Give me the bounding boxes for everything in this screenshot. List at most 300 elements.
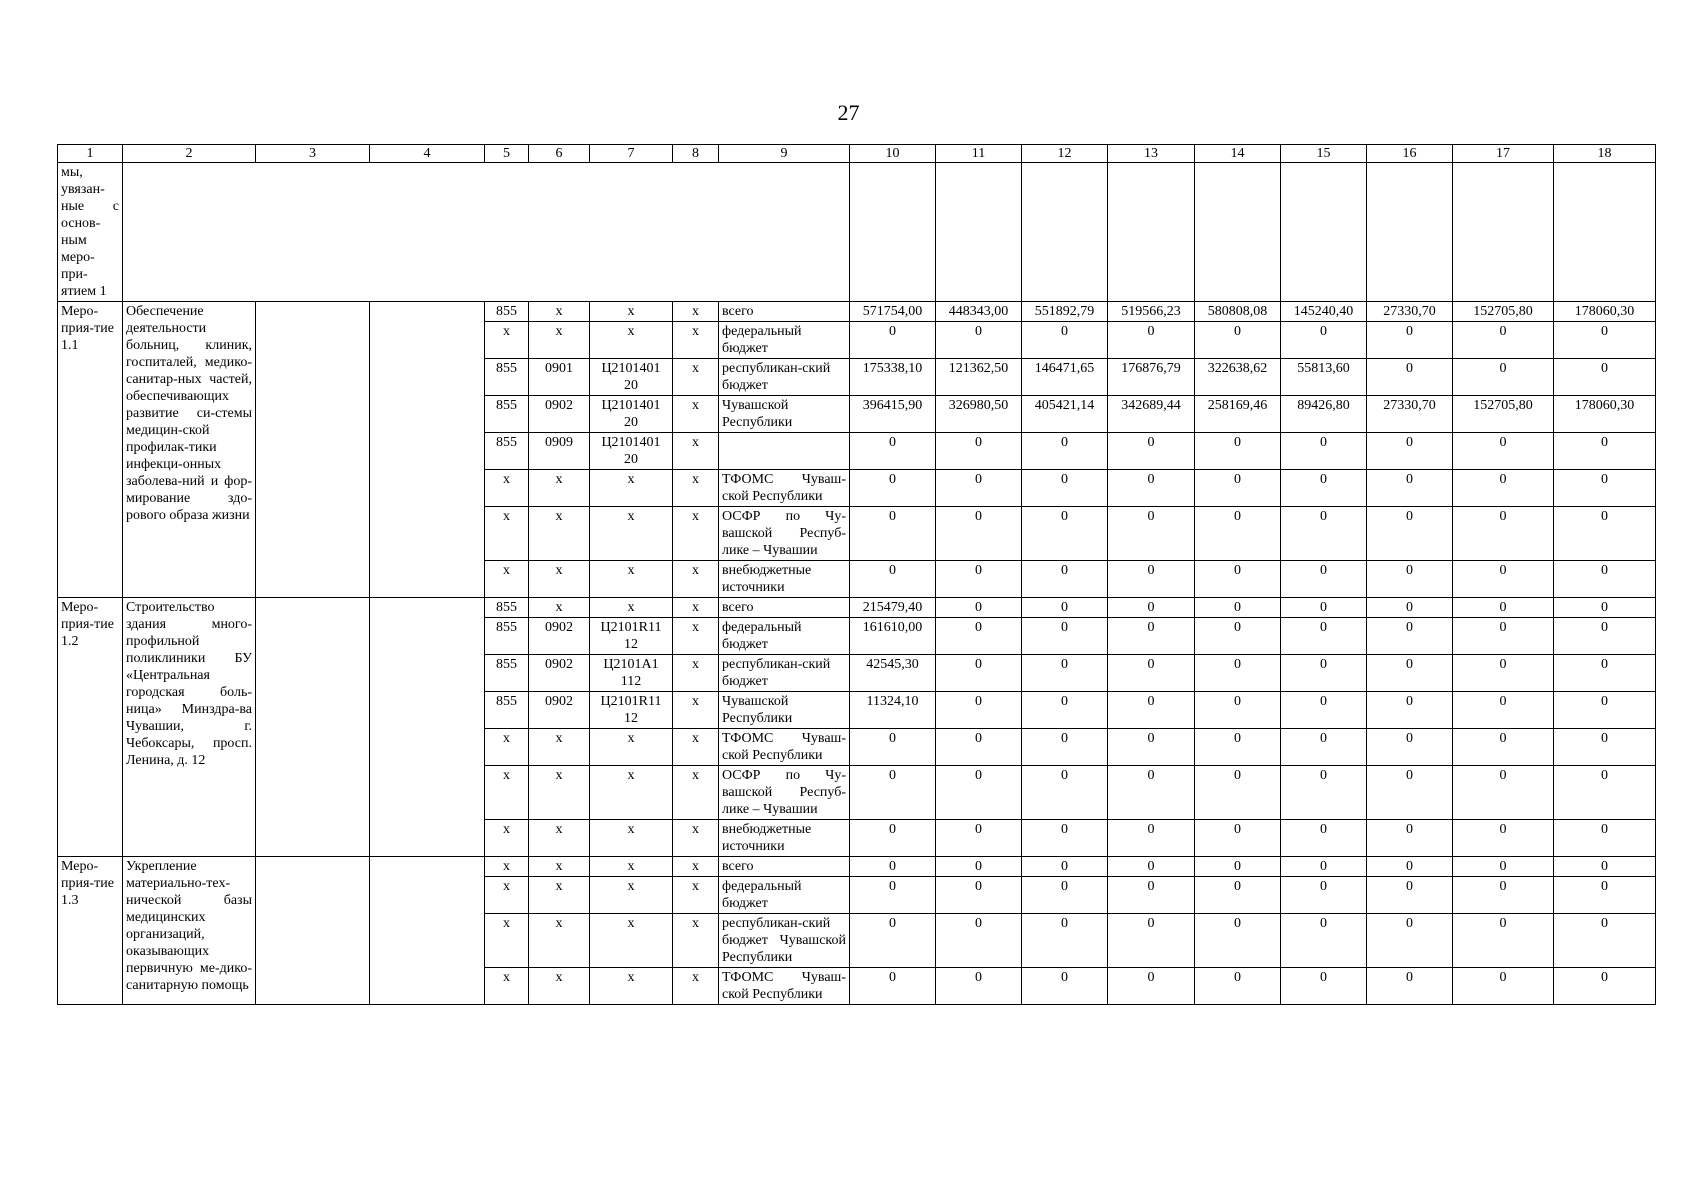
amount-cell: 0	[1554, 877, 1656, 914]
amount-cell: 0	[936, 692, 1022, 729]
amount-cell: 0	[1453, 618, 1554, 655]
amount-cell: 152705,80	[1453, 396, 1554, 433]
amount-cell: 0	[1281, 729, 1367, 766]
amount-cell: 0	[1195, 507, 1281, 561]
section-code: х	[529, 820, 590, 857]
amount-cell: 0	[1367, 561, 1453, 598]
section-code: х	[529, 968, 590, 1005]
amount-cell: 405421,14	[1022, 396, 1108, 433]
amount-cell: 0	[1554, 618, 1656, 655]
expense-type: х	[673, 507, 719, 561]
amount-cell: 342689,44	[1108, 396, 1195, 433]
amount-cell: 0	[1195, 968, 1281, 1005]
amount-cell: 0	[1108, 433, 1195, 470]
expense-type: х	[673, 302, 719, 322]
expense-type: х	[673, 877, 719, 914]
amount-cell: 0	[1108, 618, 1195, 655]
amount-cell: 0	[1195, 820, 1281, 857]
amount-cell: 0	[1453, 470, 1554, 507]
amount-cell: 0	[1195, 618, 1281, 655]
column-header: 10	[850, 145, 936, 163]
amount-cell: 0	[1453, 729, 1554, 766]
amount-cell: 0	[1022, 561, 1108, 598]
amount-cell: 0	[1453, 968, 1554, 1005]
amount-cell: 258169,46	[1195, 396, 1281, 433]
gr-code: х	[485, 968, 529, 1005]
amount-cell: 0	[1195, 433, 1281, 470]
expense-type: х	[673, 820, 719, 857]
gr-code: х	[485, 766, 529, 820]
funding-source: ТФОМС Чуваш-ской Республики	[719, 968, 850, 1005]
measure-name: Укрепление материально-тех-нической базы медицинских организаций, оказывающих первичную ме-дико-санитарную помощь	[123, 857, 256, 1005]
column-header: 18	[1554, 145, 1656, 163]
amount-cell: 0	[1367, 968, 1453, 1005]
amount-cell: 0	[850, 729, 936, 766]
section-code: 0909	[529, 433, 590, 470]
amount-cell: 0	[1022, 857, 1108, 877]
amount-cell: 0	[1554, 359, 1656, 396]
amount-cell: 0	[1453, 322, 1554, 359]
gr-code: х	[485, 470, 529, 507]
amount-cell: 146471,65	[1022, 359, 1108, 396]
target-code: х	[590, 598, 673, 618]
amount-cell: 0	[1453, 655, 1554, 692]
amount-cell: 0	[850, 507, 936, 561]
measure-name: Строительство здания много-профильной поликлиники БУ «Центральная городская боль-ница» Минздра-ва Чувашии, г. Чебоксары, просп. Ленина, д. 12	[123, 598, 256, 857]
target-code: х	[590, 470, 673, 507]
amount-cell: 0	[1367, 359, 1453, 396]
target-code: х	[590, 914, 673, 968]
column-header: 17	[1453, 145, 1554, 163]
amount-cell: 0	[1453, 692, 1554, 729]
amount-cell: 0	[1453, 857, 1554, 877]
amount-cell: 0	[1281, 914, 1367, 968]
amount-cell: 11324,10	[850, 692, 936, 729]
funding-source: республикан-ский бюджет	[719, 359, 850, 396]
column-header: 5	[485, 145, 529, 163]
amount-cell: 0	[936, 820, 1022, 857]
empty-cell	[936, 163, 1022, 302]
funding-source: федеральный бюджет	[719, 322, 850, 359]
column-header: 8	[673, 145, 719, 163]
amount-cell: 0	[1367, 470, 1453, 507]
amount-cell: 0	[1108, 561, 1195, 598]
amount-cell: 0	[936, 857, 1022, 877]
amount-cell: 0	[1195, 598, 1281, 618]
gr-code: 855	[485, 433, 529, 470]
empty-cell	[1195, 163, 1281, 302]
amount-cell: 0	[1108, 655, 1195, 692]
column-header: 1	[58, 145, 123, 163]
amount-cell: 519566,23	[1108, 302, 1195, 322]
amount-cell: 551892,79	[1022, 302, 1108, 322]
amount-cell: 0	[1281, 433, 1367, 470]
amount-cell: 448343,00	[936, 302, 1022, 322]
amount-cell: 0	[1554, 598, 1656, 618]
funding-source: ОСФР по Чу-вашской Респуб-лике – Чувашии	[719, 507, 850, 561]
expense-type: х	[673, 396, 719, 433]
amount-cell: 0	[1022, 729, 1108, 766]
empty-cell	[256, 302, 370, 598]
gr-code: 855	[485, 598, 529, 618]
amount-cell: 0	[1554, 820, 1656, 857]
empty-cell	[370, 598, 485, 857]
amount-cell: 0	[1367, 655, 1453, 692]
expense-type: х	[673, 359, 719, 396]
amount-cell: 0	[1195, 857, 1281, 877]
funding-source: федеральный бюджет	[719, 618, 850, 655]
amount-cell: 322638,62	[1195, 359, 1281, 396]
amount-cell: 0	[1022, 914, 1108, 968]
amount-cell: 0	[1022, 618, 1108, 655]
expense-type: х	[673, 433, 719, 470]
gr-code: х	[485, 857, 529, 877]
column-header: 2	[123, 145, 256, 163]
amount-cell: 571754,00	[850, 302, 936, 322]
amount-cell: 0	[1554, 857, 1656, 877]
amount-cell: 0	[1367, 507, 1453, 561]
funding-source: Чувашской Республики	[719, 396, 850, 433]
section-code: 0902	[529, 692, 590, 729]
gr-code: х	[485, 561, 529, 598]
amount-cell: 0	[1022, 655, 1108, 692]
amount-cell: 0	[850, 470, 936, 507]
target-code: х	[590, 968, 673, 1005]
column-header: 4	[370, 145, 485, 163]
column-header: 9	[719, 145, 850, 163]
gr-code: 855	[485, 302, 529, 322]
amount-cell: 0	[1108, 470, 1195, 507]
amount-cell: 0	[850, 561, 936, 598]
amount-cell: 0	[1554, 470, 1656, 507]
amount-cell: 0	[1367, 914, 1453, 968]
funding-source: республикан-ский бюджет Чувашской Республики	[719, 914, 850, 968]
amount-cell: 0	[936, 598, 1022, 618]
amount-cell: 0	[1108, 598, 1195, 618]
funding-source: ТФОМС Чуваш-ской Республики	[719, 729, 850, 766]
empty-cell	[1554, 163, 1656, 302]
amount-cell: 0	[1367, 766, 1453, 820]
amount-cell: 0	[850, 968, 936, 1005]
amount-cell: 178060,30	[1554, 396, 1656, 433]
amount-cell: 0	[1367, 618, 1453, 655]
amount-cell: 0	[1108, 968, 1195, 1005]
amount-cell: 0	[1367, 729, 1453, 766]
amount-cell: 0	[1554, 968, 1656, 1005]
amount-cell: 396415,90	[850, 396, 936, 433]
gr-code: х	[485, 914, 529, 968]
gr-code: 855	[485, 359, 529, 396]
gr-code: 855	[485, 655, 529, 692]
amount-cell: 152705,80	[1453, 302, 1554, 322]
empty-cell	[1022, 163, 1108, 302]
empty-cell	[370, 302, 485, 598]
amount-cell: 0	[936, 322, 1022, 359]
amount-cell: 0	[1554, 322, 1656, 359]
amount-cell: 0	[1022, 968, 1108, 1005]
continuation-row	[58, 163, 1656, 302]
amount-cell: 0	[1022, 692, 1108, 729]
empty-cell	[1453, 163, 1554, 302]
amount-cell: 161610,00	[850, 618, 936, 655]
amount-cell: 0	[1281, 692, 1367, 729]
amount-cell: 0	[1022, 470, 1108, 507]
target-code: х	[590, 766, 673, 820]
target-code: х	[590, 507, 673, 561]
amount-cell: 0	[1453, 561, 1554, 598]
amount-cell: 0	[936, 968, 1022, 1005]
amount-cell: 0	[1108, 820, 1195, 857]
empty-cell	[850, 163, 936, 302]
column-header: 16	[1367, 145, 1453, 163]
amount-cell: 0	[850, 877, 936, 914]
amount-cell: 0	[1281, 598, 1367, 618]
amount-cell: 0	[1195, 729, 1281, 766]
expense-type: х	[673, 914, 719, 968]
amount-cell: 0	[936, 618, 1022, 655]
amount-cell: 0	[1367, 692, 1453, 729]
gr-code: х	[485, 322, 529, 359]
measure-name: Обеспечение деятельности больниц, клиник, госпиталей, медико-санитар-ных частей, обеспечивающих развитие си-стемы медицин-ской профилак-тики инфекци-онных заболева-ний и фор-мирование здо-рового образа жизни	[123, 302, 256, 598]
empty-cell	[1108, 163, 1195, 302]
expense-type: х	[673, 598, 719, 618]
section-code: х	[529, 561, 590, 598]
amount-cell: 0	[1453, 598, 1554, 618]
amount-cell: 0	[1554, 692, 1656, 729]
expense-type: х	[673, 729, 719, 766]
amount-cell: 0	[1108, 322, 1195, 359]
section-code: х	[529, 322, 590, 359]
amount-cell: 0	[1554, 507, 1656, 561]
funding-source: ОСФР по Чу-вашской Респуб-лике – Чувашии	[719, 766, 850, 820]
amount-cell: 0	[1022, 507, 1108, 561]
amount-cell: 0	[1281, 857, 1367, 877]
amount-cell: 0	[850, 766, 936, 820]
page-number: 27	[837, 100, 860, 125]
amount-cell: 0	[850, 820, 936, 857]
section-code: х	[529, 302, 590, 322]
gr-code: х	[485, 820, 529, 857]
amount-cell: 0	[1022, 322, 1108, 359]
empty-cell	[1367, 163, 1453, 302]
column-header: 6	[529, 145, 590, 163]
target-code: х	[590, 561, 673, 598]
target-code: Ц2101R11 12	[590, 692, 673, 729]
amount-cell: 0	[1195, 914, 1281, 968]
budget-table	[57, 144, 1656, 1005]
measure-label: Меро-прия-тие 1.2	[58, 598, 123, 857]
target-code: х	[590, 729, 673, 766]
empty-cell	[256, 857, 370, 1005]
target-code: х	[590, 302, 673, 322]
amount-cell: 27330,70	[1367, 396, 1453, 433]
section-code: х	[529, 729, 590, 766]
column-header: 15	[1281, 145, 1367, 163]
expense-type: х	[673, 561, 719, 598]
amount-cell: 0	[1195, 692, 1281, 729]
amount-cell: 0	[1281, 877, 1367, 914]
amount-cell: 0	[1453, 507, 1554, 561]
target-code: Ц2101А1 112	[590, 655, 673, 692]
amount-cell: 0	[936, 914, 1022, 968]
amount-cell: 55813,60	[1281, 359, 1367, 396]
section-code: х	[529, 877, 590, 914]
amount-cell: 0	[1195, 561, 1281, 598]
column-header: 12	[1022, 145, 1108, 163]
funding-source: всего	[719, 302, 850, 322]
target-code: Ц2101401 20	[590, 359, 673, 396]
amount-cell: 0	[1022, 820, 1108, 857]
amount-cell: 175338,10	[850, 359, 936, 396]
amount-cell: 0	[936, 766, 1022, 820]
amount-cell: 0	[1281, 561, 1367, 598]
column-header: 11	[936, 145, 1022, 163]
amount-cell: 0	[1195, 655, 1281, 692]
section-code: х	[529, 857, 590, 877]
amount-cell: 0	[850, 914, 936, 968]
amount-cell: 0	[1367, 433, 1453, 470]
amount-cell: 0	[1108, 766, 1195, 820]
amount-cell: 0	[1022, 877, 1108, 914]
amount-cell: 0	[1281, 322, 1367, 359]
gr-code: х	[485, 507, 529, 561]
amount-cell: 0	[1281, 766, 1367, 820]
measure-label: Меро-прия-тие 1.3	[58, 857, 123, 1005]
table-row	[58, 857, 1656, 877]
header-row	[58, 145, 1656, 163]
funding-source	[719, 433, 850, 470]
amount-cell: 0	[1554, 766, 1656, 820]
amount-cell: 0	[1195, 470, 1281, 507]
amount-cell: 0	[1367, 857, 1453, 877]
funding-source: внебюджетные источники	[719, 561, 850, 598]
amount-cell: 89426,80	[1281, 396, 1367, 433]
amount-cell: 0	[850, 322, 936, 359]
expense-type: х	[673, 968, 719, 1005]
amount-cell: 0	[1195, 766, 1281, 820]
expense-type: х	[673, 655, 719, 692]
amount-cell: 0	[936, 877, 1022, 914]
gr-code: х	[485, 877, 529, 914]
funding-source: Чувашской Республики	[719, 692, 850, 729]
amount-cell: 0	[1281, 470, 1367, 507]
amount-cell: 0	[1453, 820, 1554, 857]
expense-type: х	[673, 618, 719, 655]
amount-cell: 176876,79	[1108, 359, 1195, 396]
amount-cell: 27330,70	[1367, 302, 1453, 322]
target-code: Ц2101401 20	[590, 396, 673, 433]
empty-cell	[256, 598, 370, 857]
amount-cell: 0	[1453, 433, 1554, 470]
gr-code: 855	[485, 396, 529, 433]
expense-type: х	[673, 857, 719, 877]
amount-cell: 0	[1453, 766, 1554, 820]
amount-cell: 0	[936, 433, 1022, 470]
amount-cell: 0	[936, 470, 1022, 507]
expense-type: х	[673, 692, 719, 729]
section-code: х	[529, 507, 590, 561]
amount-cell: 0	[1022, 598, 1108, 618]
amount-cell: 0	[1108, 857, 1195, 877]
amount-cell: 0	[1281, 618, 1367, 655]
amount-cell: 0	[1108, 877, 1195, 914]
amount-cell: 0	[1367, 877, 1453, 914]
section-code: х	[529, 766, 590, 820]
section-code: 0902	[529, 618, 590, 655]
funding-source: всего	[719, 857, 850, 877]
amount-cell: 326980,50	[936, 396, 1022, 433]
table-row	[58, 302, 1656, 322]
expense-type: х	[673, 470, 719, 507]
section-code: 0902	[529, 655, 590, 692]
gr-code: 855	[485, 692, 529, 729]
amount-cell: 0	[1281, 820, 1367, 857]
expense-type: х	[673, 322, 719, 359]
section-code: х	[529, 470, 590, 507]
amount-cell: 0	[850, 433, 936, 470]
amount-cell: 42545,30	[850, 655, 936, 692]
amount-cell: 0	[936, 729, 1022, 766]
target-code: Ц2101R11 12	[590, 618, 673, 655]
amount-cell: 0	[1453, 359, 1554, 396]
amount-cell: 0	[850, 857, 936, 877]
amount-cell: 0	[936, 655, 1022, 692]
target-code: х	[590, 820, 673, 857]
section-code: х	[529, 598, 590, 618]
amount-cell: 0	[1281, 968, 1367, 1005]
funding-source: федеральный бюджет	[719, 877, 850, 914]
amount-cell: 0	[1108, 914, 1195, 968]
amount-cell: 0	[1108, 692, 1195, 729]
amount-cell: 0	[1367, 820, 1453, 857]
amount-cell: 0	[1022, 433, 1108, 470]
amount-cell: 0	[1453, 914, 1554, 968]
amount-cell: 0	[1195, 877, 1281, 914]
table-row	[58, 598, 1656, 618]
amount-cell: 0	[1195, 322, 1281, 359]
target-code: х	[590, 322, 673, 359]
column-header: 3	[256, 145, 370, 163]
empty-cell	[1281, 163, 1367, 302]
target-code: Ц2101401 20	[590, 433, 673, 470]
section-code: х	[529, 914, 590, 968]
section-code: 0902	[529, 396, 590, 433]
target-code: х	[590, 877, 673, 914]
target-code: х	[590, 857, 673, 877]
amount-cell: 121362,50	[936, 359, 1022, 396]
amount-cell: 0	[1281, 655, 1367, 692]
amount-cell: 0	[1108, 507, 1195, 561]
gr-code: х	[485, 729, 529, 766]
amount-cell: 0	[1554, 729, 1656, 766]
amount-cell: 0	[936, 507, 1022, 561]
amount-cell: 0	[1022, 766, 1108, 820]
column-header: 13	[1108, 145, 1195, 163]
amount-cell: 0	[1554, 655, 1656, 692]
amount-cell: 0	[1281, 507, 1367, 561]
amount-cell: 580808,08	[1195, 302, 1281, 322]
continuation-text: мы, увязан-ные с основ-ным меро-при-ятием 1	[58, 163, 123, 302]
measure-label: Меро-прия-тие 1.1	[58, 302, 123, 598]
amount-cell: 145240,40	[1281, 302, 1367, 322]
funding-source: внебюджетные источники	[719, 820, 850, 857]
expense-type: х	[673, 766, 719, 820]
funding-source: всего	[719, 598, 850, 618]
funding-source: ТФОМС Чуваш-ской Республики	[719, 470, 850, 507]
gr-code: 855	[485, 618, 529, 655]
amount-cell: 0	[1367, 322, 1453, 359]
amount-cell: 0	[936, 561, 1022, 598]
